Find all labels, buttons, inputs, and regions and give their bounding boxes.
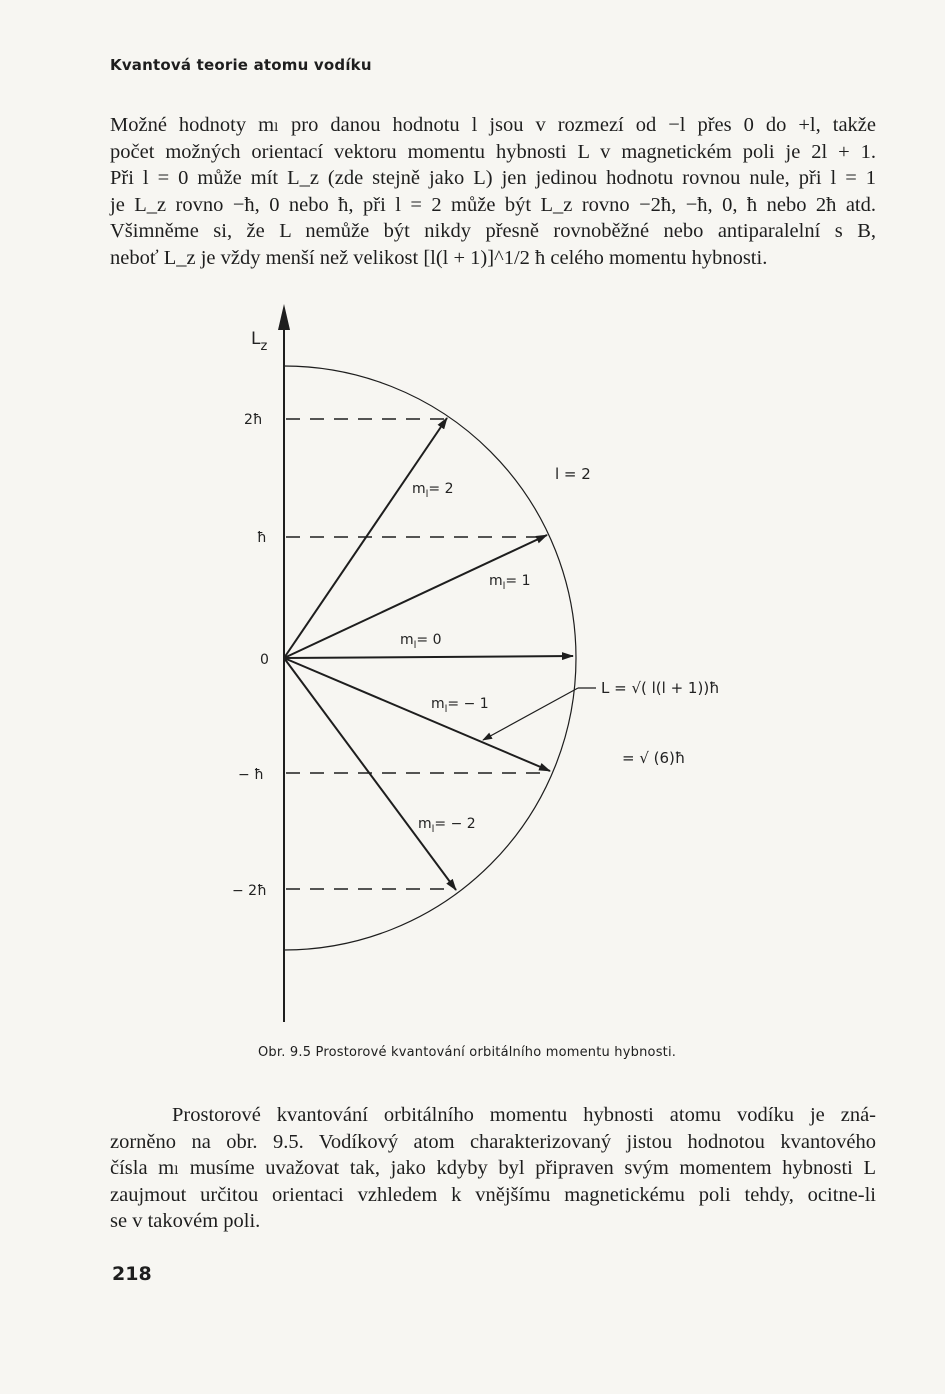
paragraph-2-line: Prostorové kvantování orbitálního momentu hybnosti atomu vodíku je zná- <box>172 1104 876 1126</box>
paragraph-1-line: Všimněme si, že L nemůže být nikdy přesně rovnoběžné nebo antiparalelní s B, <box>110 220 876 242</box>
tick-label-minus-hbar: − ħ <box>238 767 264 783</box>
formula-line-2: = √ (6)ħ <box>622 749 686 767</box>
paragraph-1-line: Při l = 0 může mít L_z (zde stejně jako L) jen jedinou hodnotu rovnou nule, při l = 1 <box>110 167 876 189</box>
page-number: 218 <box>112 1263 152 1285</box>
vector-m2 <box>284 418 447 658</box>
ml-label-2: $m_l= 2$ <box>412 481 454 500</box>
paragraph-1-line: je L_z rovno −ħ, 0 nebo ħ, při l = 2 může být L_z rovno −2ħ, −ħ, 0, ħ nebo 2ħ atd. <box>110 193 876 216</box>
paragraph-1-line: počet možných orientací vektoru momentu hybnosti L v magnetickém poli je 2l + 1. <box>110 140 876 163</box>
lz-axis-arrowhead <box>278 304 290 330</box>
paragraph-1-line: Možné hodnoty mₗ pro danou hodnotu l jsou v rozmezí od −l přes 0 do +l, takže <box>110 114 876 136</box>
axis-label: $L_z$ <box>251 329 268 354</box>
ml-label-0: $m_l= 0$ <box>400 632 442 651</box>
ml-subscript: l <box>502 581 506 592</box>
formula-line-1: L = √( l(l + 1))ħ <box>601 679 720 697</box>
tick-label-hbar: ħ <box>257 530 267 546</box>
figure-caption: Obr. 9.5 Prostorové kvantování orbitálního momentu hybnosti. <box>258 1045 677 1060</box>
vector-m-minus-1 <box>284 658 550 771</box>
paragraph-2-line: zorněno na obr. 9.5. Vodíkový atom charakterizovaný jistou hodnotou kvantového <box>110 1130 876 1153</box>
vector-m-minus-2 <box>284 658 456 890</box>
paragraph-2-line: se v takovém poli. <box>110 1210 261 1232</box>
tick-label-minus-2hbar: − 2ħ <box>232 883 267 899</box>
ml-label-minus-2: $m_l= - 2$ <box>418 816 476 835</box>
vector-m0 <box>284 656 573 658</box>
paragraph-2-line: zaujmout určitou orientaci vzhledem k vnějšímu magnetickému poli tehdy, ocitne-li <box>110 1183 876 1206</box>
tick-label-zero: 0 <box>260 652 269 668</box>
ml-label-1: $m_l= 1$ <box>489 573 531 592</box>
ml-subscript: l <box>431 824 435 835</box>
running-header: Kvantová teorie atomu vodíku <box>110 56 372 74</box>
paragraph-1-line: neboť L_z je vždy menší než velikost [l(l + 1)]^1/2 ħ celého momentu hybnosti. <box>110 246 768 269</box>
ml-subscript: l <box>413 640 417 651</box>
formula-pointer-diagonal <box>483 688 578 740</box>
ml-subscript: l <box>425 489 429 500</box>
ml-subscript: l <box>444 704 448 715</box>
ml-label-minus-1: $m_l= - 1$ <box>431 696 489 715</box>
paragraph-2-line: čísla mₗ musíme uvažovat tak, jako kdyby byl připraven svým momentem hybnosti L <box>110 1157 876 1179</box>
tick-label-2hbar: 2ħ <box>244 412 263 428</box>
paragraph-2 <box>110 1102 876 1235</box>
l-value-label: l = 2 <box>555 465 591 483</box>
